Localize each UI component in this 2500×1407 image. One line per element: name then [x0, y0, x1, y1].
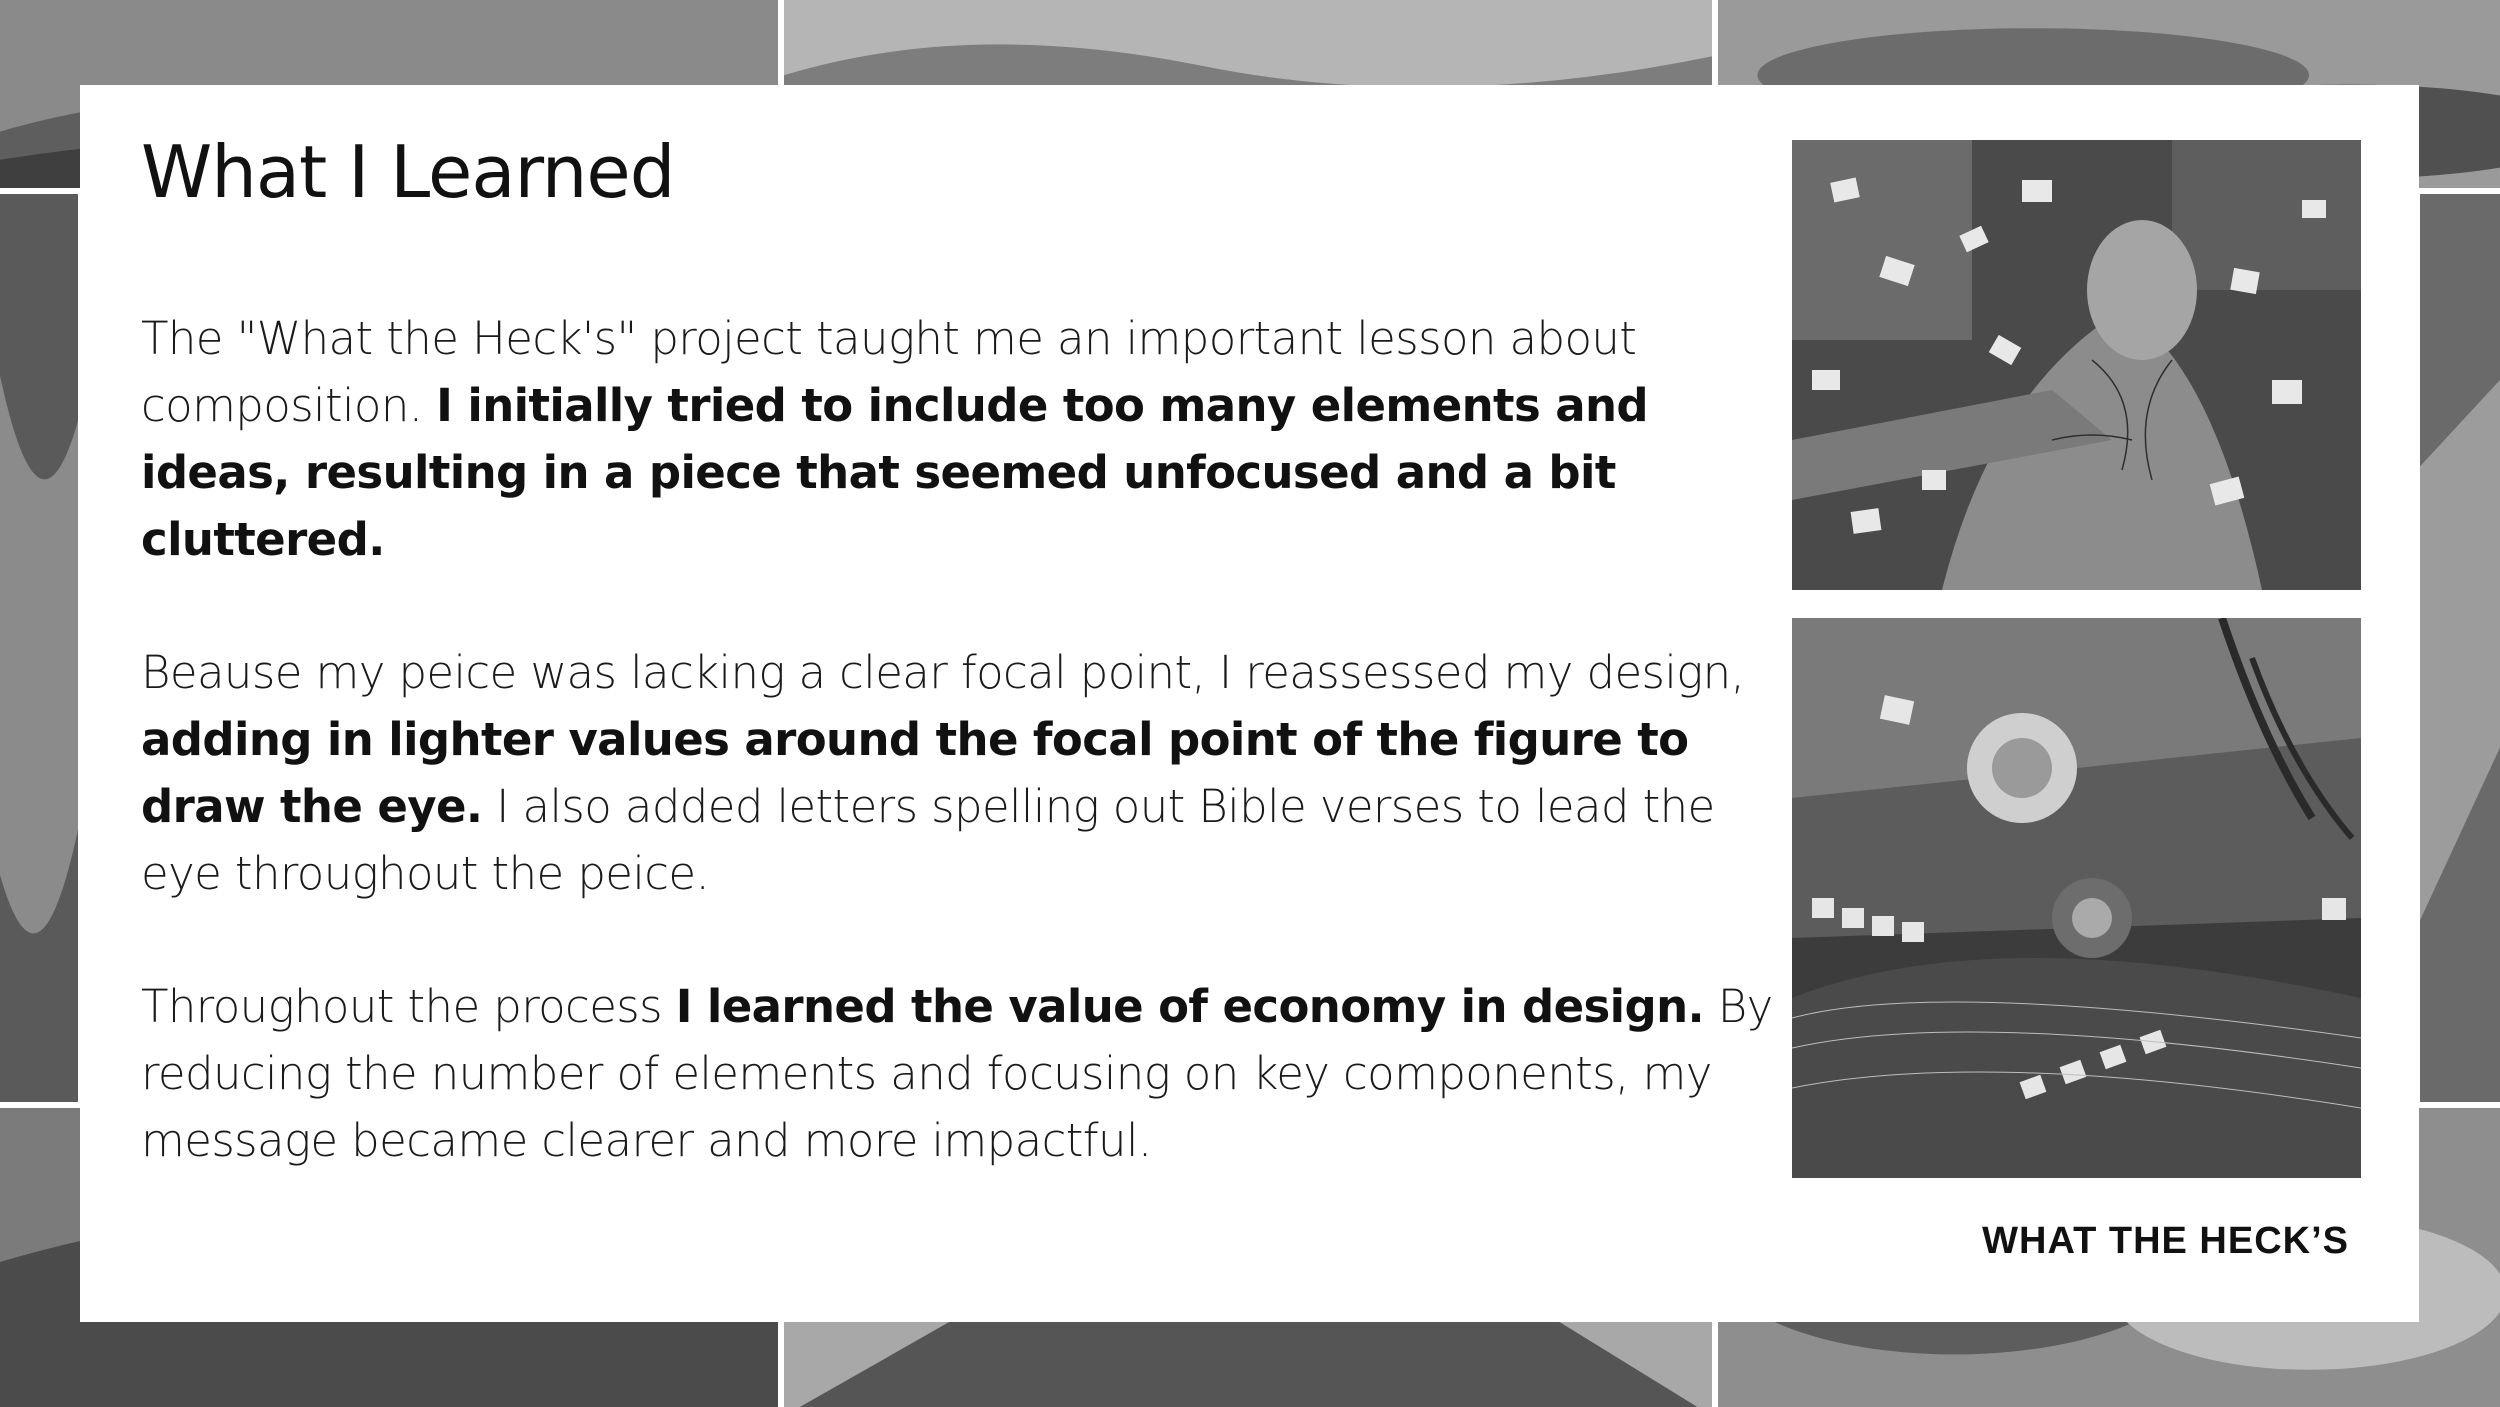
- background-engraving-tile: [2414, 188, 2500, 1108]
- paragraph: [141, 639, 1781, 907]
- project-caption: WHAT THE HECK’S: [1982, 1220, 2349, 1262]
- artwork-photo-figure: [1792, 140, 2361, 590]
- slide-title: What I Learned: [141, 130, 675, 214]
- text-segment: I also added letters spelling out Bible verses to lead the eye throughout the peice.: [141, 780, 1715, 900]
- artwork-photo-collage: [1792, 618, 2361, 1178]
- text-segment: The "What the Heck's" project taught me an important lesson about composition.: [141, 312, 1637, 432]
- text-segment: By reducing the number of elements and focusing on key components, my message became clearer and more impactful.: [141, 980, 1773, 1167]
- body-text: [141, 305, 1781, 1240]
- content-card: [80, 85, 2419, 1322]
- text-segment: Beause my peice was lacking a clear focal point, I reassessed my design,: [141, 646, 1745, 699]
- emphasis-segment: I initially tried to include too many elements and ideas, resulting in a piece that seemed unfocused and a bit cluttered.: [141, 379, 1649, 566]
- paragraph: [141, 973, 1781, 1174]
- paragraph: [141, 305, 1781, 573]
- emphasis-segment: adding in lighter values around the focal point of the figure to draw the eye.: [141, 713, 1689, 833]
- emphasis-segment: I learned the value of economy in design.: [675, 980, 1705, 1033]
- text-segment: Throughout the process: [141, 980, 676, 1033]
- background-engraving-tile: [0, 188, 84, 1108]
